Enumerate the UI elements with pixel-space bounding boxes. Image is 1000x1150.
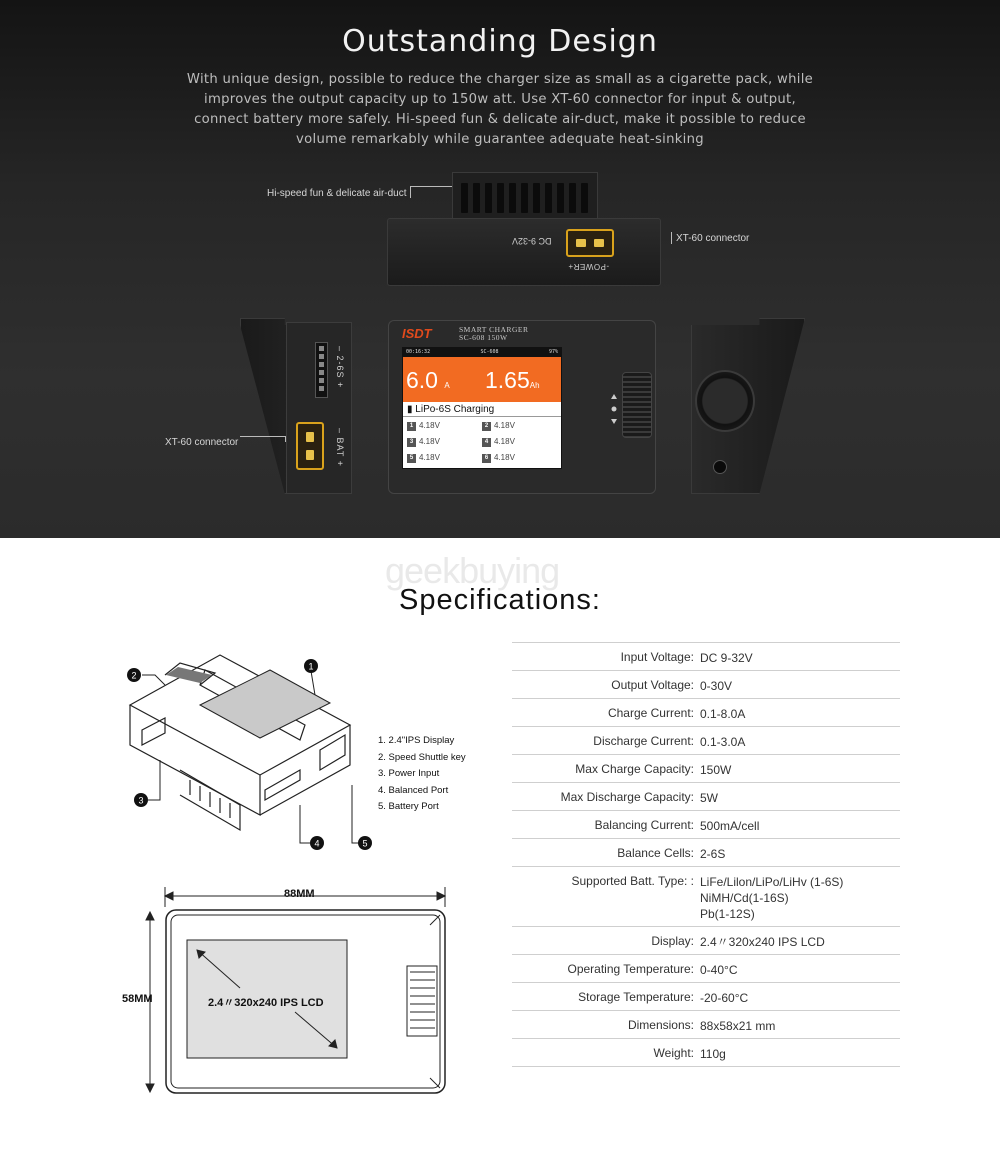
spec-row: Charge Current: 0.1-8.0A (512, 698, 900, 726)
knob-indicator-icon (611, 394, 617, 424)
charger-top-view (387, 218, 661, 286)
design-section (0, 0, 1000, 538)
cell-voltage: 5 4.18V (407, 451, 482, 465)
spec-row: Weight: 110g (512, 1038, 900, 1067)
dimension-drawing (135, 882, 455, 1097)
spec-row: Output Voltage: 0-30V (512, 670, 900, 698)
svg-text:2: 2 (131, 670, 137, 681)
model-text: SMART CHARGER SC-608 150W (459, 325, 529, 342)
spec-row: Max Discharge Capacity: 5W (512, 782, 900, 810)
spec-row: Dimensions: 88x58x21 mm (512, 1010, 900, 1038)
spec-row: Balance Cells: 2-6S (512, 838, 900, 866)
spec-row: Storage Temperature: -20-60°C (512, 982, 900, 1010)
legend-item: 5. Battery Port (378, 801, 439, 812)
cell-voltage: 3 4.18V (407, 435, 482, 449)
lcd-status-bar: 00:16:32 SC-608 97% (403, 348, 561, 357)
legend-item: 2. Speed Shuttle key (378, 751, 466, 763)
dc-voltage-label: DC 9-32V (512, 236, 552, 246)
lcd-size-label: 2.4〃320x240 IPS LCD (208, 997, 324, 1009)
section-description: With unique design, possible to reduce the charger size as small as a cigarette pack, while improves the output capacity up to 150w att. Use XT-60 connector for input & output, connect battery more safely. Hi-speed fun & delicate air-duct, make it possible to reduce volume remarkably while guarantee adequate heat-sinking (186, 72, 814, 147)
marker-3-icon (133, 792, 149, 808)
legend-item: 4. Balanced Port (378, 784, 449, 796)
diagram-markers (120, 655, 390, 855)
svg-text:1: 1 (308, 661, 314, 672)
svg-text:4: 4 (314, 838, 320, 849)
marker-4-icon (309, 835, 325, 851)
cell-voltage: 1 4.18V (407, 419, 482, 433)
spec-row: Supported Batt. Type: : LiFe/Lilon/LiPo/LiHv (1-6S) NiMH/Cd(1-16S) Pb(1-12S) (512, 866, 900, 926)
mount-hole (713, 460, 727, 474)
xt60-input-connector (566, 229, 614, 257)
lcd-readout: 6.0 A 1.65Ah (403, 357, 561, 402)
marker-2-icon (126, 667, 142, 683)
callout-line (240, 436, 286, 442)
speed-shuttle-knob (622, 372, 652, 438)
shuttle-wheel (695, 370, 755, 432)
spec-row: Operating Temperature: 0-40°C (512, 954, 900, 982)
power-label: -POWER+ (568, 262, 610, 271)
cell-voltage: 4 4.18V (482, 435, 557, 449)
spec-table (512, 642, 900, 1067)
width-dimension-label: 88MM (284, 888, 315, 900)
balance-port (315, 342, 328, 398)
spec-row: Balancing Current: 500mA/cell (512, 810, 900, 838)
cell-voltage: 6 4.18V (482, 451, 557, 465)
callout-line (410, 186, 452, 198)
air-duct-vent (452, 172, 598, 222)
battery-label: – BAT + (335, 428, 345, 467)
xt60-battery-connector (296, 422, 324, 470)
callout-xt60-top: XT-60 connector (676, 233, 750, 244)
cell-voltage: 2 4.18V (482, 419, 557, 433)
spec-row: Display: 2.4〃320x240 IPS LCD (512, 926, 900, 954)
watermark-logo: geekbuying (385, 550, 560, 591)
spec-row: Max Charge Capacity: 150W (512, 754, 900, 782)
balance-label: – 2-6S + (335, 346, 345, 389)
lcd-screen (402, 347, 562, 469)
diagram-legend (378, 733, 466, 816)
marker-5-icon (357, 835, 373, 851)
specs-title: Specifications: (399, 584, 601, 616)
lcd-cell-list (403, 417, 561, 467)
lcd-mode: ▮ LiPo-6S Charging (403, 402, 561, 417)
spec-row: Discharge Current: 0.1-3.0A (512, 726, 900, 754)
height-dimension-label: 58MM (122, 993, 153, 1005)
legend-item: 3. Power Input (378, 768, 440, 779)
svg-text:5: 5 (362, 838, 368, 849)
marker-1-icon (303, 658, 319, 674)
svg-text:3: 3 (138, 795, 144, 806)
callout-air-duct: Hi-speed fun & delicate air-duct (267, 188, 407, 199)
callout-xt60-side: XT-60 connector (165, 437, 239, 448)
brand-logo: ISDT (402, 326, 432, 341)
callout-line (662, 232, 672, 244)
section-title: Outstanding Design (342, 24, 658, 59)
spec-row: Input Voltage: DC 9-32V (512, 642, 900, 670)
legend-item: 1. 2.4"IPS Display (378, 735, 455, 746)
